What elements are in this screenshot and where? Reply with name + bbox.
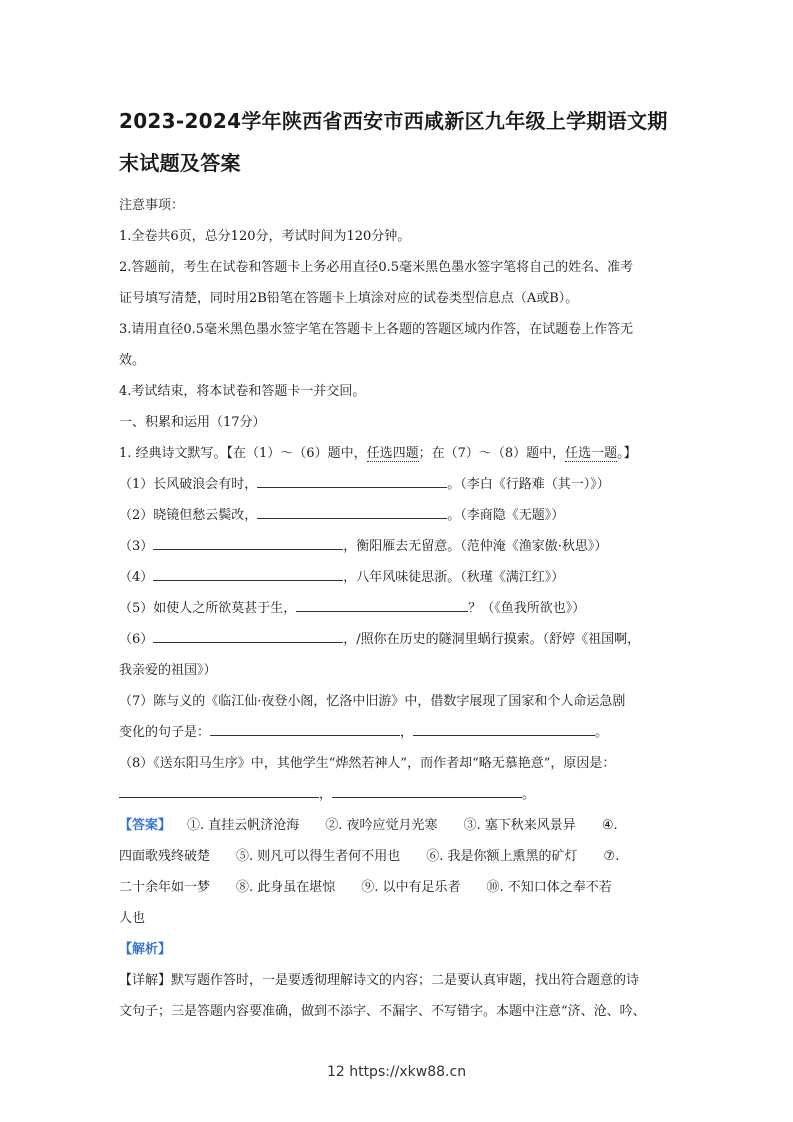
analysis-tag: 【解析】 — [119, 942, 172, 957]
answer-blank[interactable] — [210, 721, 400, 736]
title-line-1: 2023-2024学年陕西省西安市西咸新区九年级上学期语文期 — [119, 109, 668, 133]
answer-blank[interactable] — [332, 783, 522, 798]
sub-question-4: （4） ，八年风味徒思浙。（秋瑾《满江红》） — [119, 562, 679, 593]
answer-blank[interactable] — [296, 597, 468, 612]
answer-blank[interactable] — [257, 473, 447, 488]
sub-question-1: （1）长风破浪会有时， 。（李白《行路难（其一）》） — [119, 469, 679, 500]
sub-question-3: （3） ，衡阳雁去无留意。（范仲淹《渔家傲·秋思》） — [119, 531, 679, 562]
title-line-2: 末试题及答案 — [119, 151, 241, 175]
question-1-intro: 1. 经典诗文默写。【在（1）～（6）题中，任选四题；在（7）～（8）题中，任选一题。】 — [119, 446, 637, 461]
emphasis-dots: 任选四题 — [366, 446, 419, 461]
answer-line-3: 二十余年如一梦 ⑧. 此身虽在堪惊 ⑨. 以中有足乐者 ⑩. 不知口体之奉不若 — [119, 880, 612, 895]
sub-question-8: （8）《送东阳马生序》中，其他学生“烨然若神人”，而作者却“略无慕艳意”，原因是： — [119, 756, 616, 771]
sub-question-2: （2）晓镜但愁云鬓改， 。（李商隐《无题》） — [119, 500, 679, 531]
notice-line: 1.全卷共6页，总分120分，考试时间为120分钟。 — [119, 229, 411, 244]
analysis-line: 【详解】默写题作答时，一是要透彻理解诗文的内容；二是要认真审题，找出符合题意的诗 — [119, 973, 640, 988]
section-heading: 一、积累和运用（17分） — [119, 415, 266, 430]
analysis-line: 文句子；三是答题内容要准确，做到不添字、不漏字、不写错字。本题中注意“济、沧、吟、 — [119, 1004, 646, 1019]
notice-line: 2.答题前，考生在试卷和答题卡上务必用直径0.5毫米黑色墨水签字笔将自己的姓名、准考 — [119, 260, 634, 275]
answer-blank[interactable] — [153, 628, 343, 643]
page-title — [119, 0, 679, 184]
answer-line-4: 人也 — [119, 911, 146, 926]
sub-question-5: （5）如使人之所欲莫甚于生， ？（《鱼我所欲也》） — [119, 593, 679, 624]
answer-blank[interactable] — [153, 535, 343, 550]
answer-blank[interactable] — [413, 721, 595, 736]
sub-question-6: （6） ，/照你在历史的隧洞里蜗行摸索。（舒婷《祖国啊， — [119, 624, 679, 655]
notice-line: 3.请用直径0.5毫米黑色墨水签字笔在答题卡上各题的答题区域内作答，在试题卷上作答无 — [119, 322, 634, 337]
answer-blank[interactable] — [119, 783, 319, 798]
analysis-heading — [119, 934, 679, 965]
notice-line: 证号填写清楚，同时用2B铅笔在答题卡上填涂对应的试卷类型信息点（A或B）。 — [119, 291, 579, 306]
notice-heading: 注意事项： — [119, 198, 185, 213]
sub-question-7-blanks: 变化的句子是： ， 。 — [119, 717, 679, 748]
sub-question-8-blanks: ， 。 — [119, 779, 679, 810]
document-page — [119, 0, 679, 1027]
emphasis-dots: 任选一题 — [565, 446, 618, 461]
answer-blank[interactable] — [153, 566, 343, 581]
notice-line: 4.考试结束，将本试卷和答题卡一并交回。 — [119, 384, 366, 399]
page-footer: 12 https://xkw88.cn — [326, 1064, 467, 1080]
answer-blank[interactable] — [257, 504, 447, 519]
answer-line-2: 四面歌残终破楚 ⑤. 则凡可以得生者何不用也 ⑥. 我是你额上熏黑的矿灯 ⑦. — [119, 849, 620, 864]
sub-question-6-cont: 我亲爱的祖国》） — [119, 663, 217, 678]
answer-tag: 【答案】 — [119, 818, 172, 833]
notice-line: 效。 — [119, 353, 146, 368]
answer-line-1: 【答案】 ①. 直挂云帆济沧海 ②. 夜吟应觉月光寒 ③. 塞下秋来风景异 ④. — [119, 818, 618, 833]
sub-question-7: （7）陈与义的《临江仙·夜登小阁，忆洛中旧游》中，借数字展现了国家和个人命运急剧 — [119, 694, 626, 709]
